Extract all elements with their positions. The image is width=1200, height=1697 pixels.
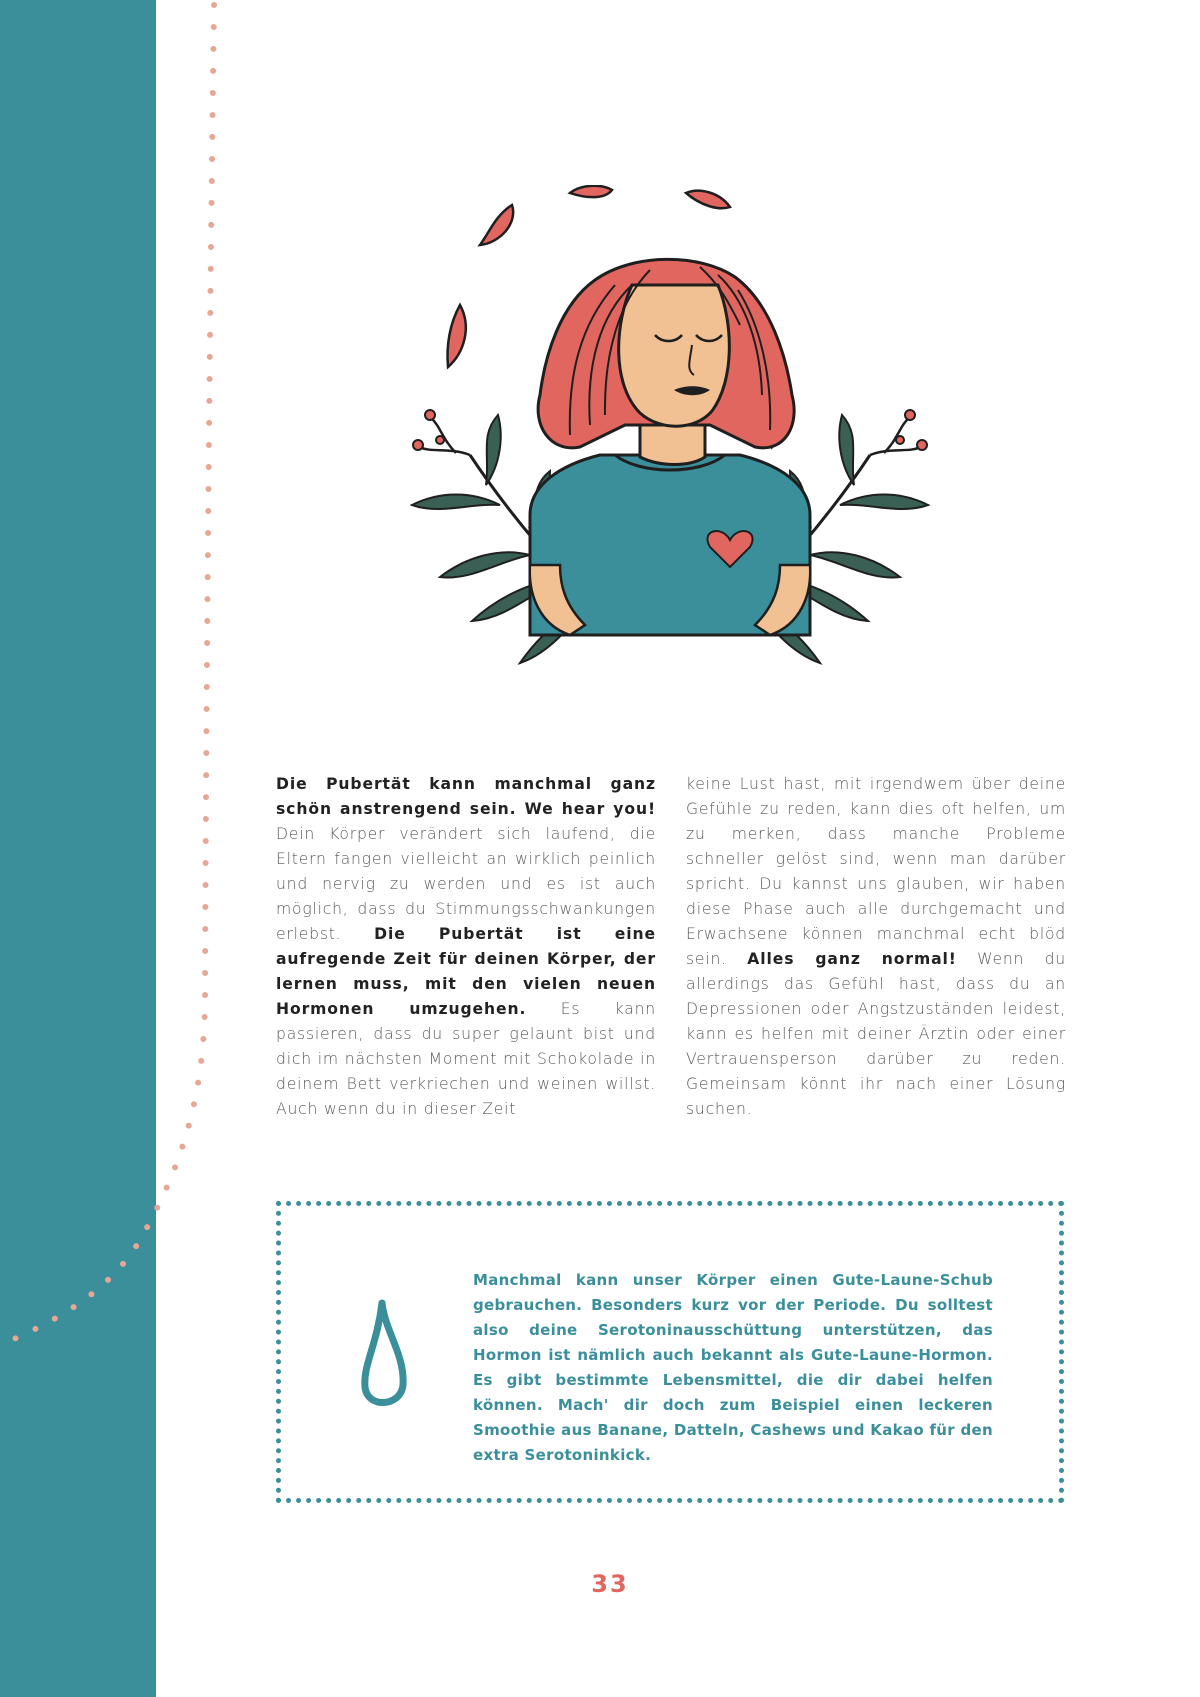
hormones-text: Es kann passieren, dass du super gelaunt bist und dich im nächsten Moment mit Schokolade in deinem Bett verkriechen und weinen willst. Auch wenn du in dieser Zeit bbox=[276, 1000, 656, 1118]
girl-illustration bbox=[400, 185, 940, 725]
intro-text: Dein Körper verändert sich laufend, die Eltern fangen vielleicht an wirklich peinlich und nervig zu werden und es ist auch möglich, dass du Stimmungsschwankungen erlebst. bbox=[276, 825, 656, 943]
feelings-text: keine Lust hast, mit irgendwem über deine Gefühle zu reden, kann dies oft helfen, um zu merken, dass manche Probleme schneller gelöst sind, wenn man darüber spricht. Du kannst uns glauben, wir haben diese Phase auch alle durchgemacht und Erwachsene können manchmal echt blöd sein. bbox=[686, 775, 1066, 968]
body-text-left-column bbox=[276, 772, 656, 1122]
intro-bold-text: Die Pubertät kann manchmal ganz schön anstrengend sein. We hear you! bbox=[276, 775, 656, 818]
tip-text: Manchmal kann unser Körper einen Gute-Laune-Schub gebrauchen. Besonders kurz vor der Periode. Du solltest also deine Serotoninausschüttung unterstützen, das Hormon ist nämlich auch bekannt als Gute-Laune-Hormon. Es gibt bestimmte Lebensmittel, die dir dabei helfen können. Mach' dir doch zum Beispiel einen leckeren Smoothie aus Banane, Datteln, Cashews und Kakao für den extra Serotoninkick. bbox=[473, 1271, 993, 1464]
page-number: 33 bbox=[591, 1570, 629, 1598]
drop-icon bbox=[355, 1295, 413, 1415]
normal-bold-text: Alles ganz normal! bbox=[747, 950, 957, 968]
face bbox=[619, 285, 730, 426]
hormones-bold-text: Die Pubertät ist eine aufregende Zeit für deinen Körper, der lernen muss, mit den vielen neuen Hormonen umzugehen. bbox=[276, 925, 657, 1018]
body-text-right-column bbox=[686, 772, 1066, 1122]
help-text: Wenn du allerdings das Gefühl hast, dass du an Depressionen oder Angstzuständen leidest, kann es helfen mit deiner Ärztin oder einer Vertrauensperson darüber zu reden. Gemeinsam könnt ihr nach einer Lösung suchen. bbox=[686, 950, 1066, 1118]
